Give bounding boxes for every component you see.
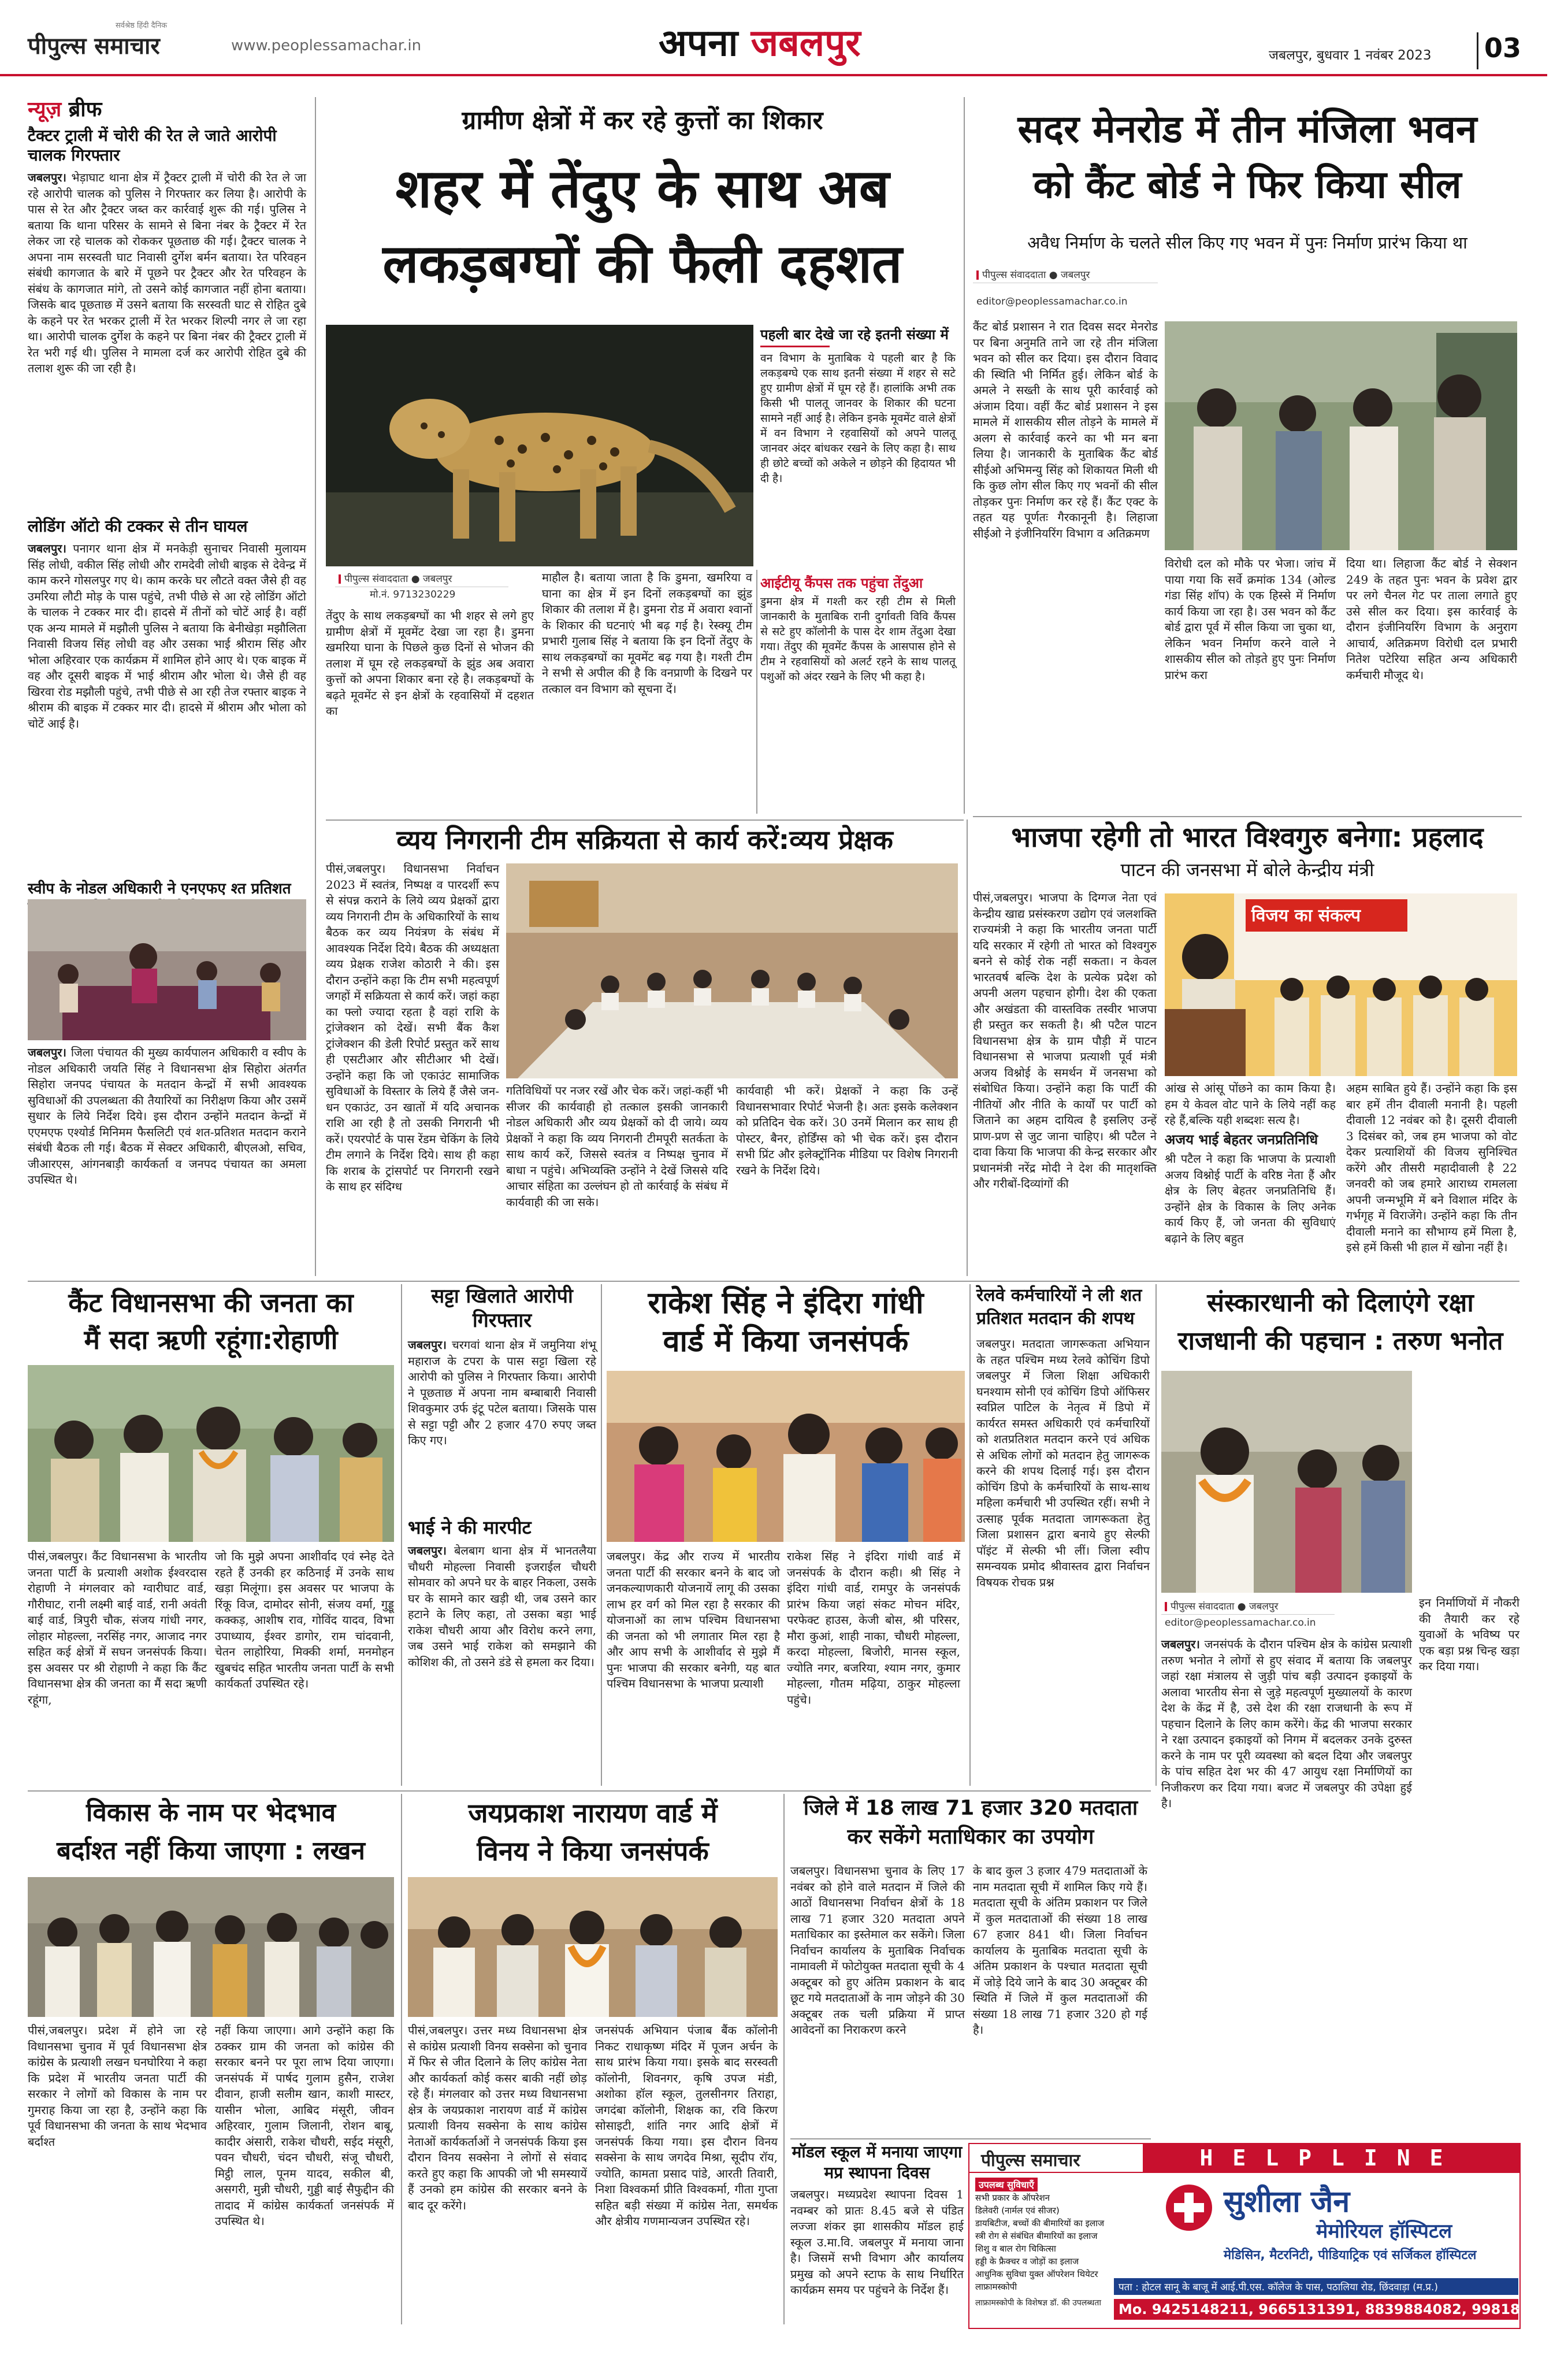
col-rule [401,1284,402,1786]
col-rule [1155,1284,1157,1786]
jayprakash-headline-1: जयप्रकाश नारायण वार्ड में [468,1797,718,1829]
sadar-headline-1: सदर मेनरोड में तीन मंजिला भवन [1017,107,1477,151]
maarpeet-text: बेलबाग थाना क्षेत्र में भानतलैया चौधरी मोहल्ला निवासी इजराईल चौधरी सोमवार को अपने घर के बाहर निकला, उसके घर के सामने कार खड़ी थी, जब उसने कार हटाने के लिए कहा, तो उसका बड़ा भाई राकेश चौधरी आया और विरोध करने लगा, जब उसने भाई राकेश को समझाने की कोशिश की, तो उसने डंडे से हमला कर दिया। [408,1544,596,1669]
satta-story [408,1284,596,1786]
hospital-subtitle: मेडिसिन, मैटरनिटी, पीडियाट्रिक एवं सर्जिकल हॉस्पिटल [1224,2248,1477,2263]
tarun-headline-1: संस्कारधानी को दिलाएंगे रक्षा [1207,1288,1474,1318]
brief-label [28,97,306,123]
sadar-col-2: विरोधी दल को मौके पर भेजा। जांच में पाया गया कि सर्वे क्रमांक 134 (ओल्ड गंडा सिंह शॉप) के एक हिस्से में निर्माण कार्य किया जा रहा है। उस भवन को कैंट बोर्ड द्वारा पूर्व में सील किया जा चुका था, लेकिन भवन निर्माण करने वाले ने शासकीय सील को तोड़ते हुए पुनः निर्माण प्रारंभ करा [1165,557,1336,682]
lakhan-headline [28,1794,394,1872]
hospital-cross-icon [1166,2185,1212,2231]
paper-logo [28,30,160,59]
lakhan-photo [28,1877,394,2017]
brief-label-a: न्यूज़ [28,98,69,121]
vyay-col-2: गतिविधियों पर नजर रखें और चेक करें। जहां-कहीं भी सीजर की कार्यवाही हो तत्काल इसकी जानकारी नोडल अधिकारी और व्यय प्रेक्षकों को दी जाये। व्यय प्रेक्षकों ने कहा कि व्यय निगरानी टीमपूरी सतर्कता के साथ कार्य करें, जिससे स्वतंत्र व निष्पक्ष चुनाव में बाधा न पहुंचे। अभिव्यक्ति उन्होंने ने देखें जिससे यदि आचार संहिता का उल्लंघन हो तो कार्रवाई के संबंध में कार्यवाही की जा सके। [506,1084,728,1209]
col-rule [315,97,316,1276]
hospital-tag: मेमोरियल हॉस्पिटल [1316,2220,1452,2243]
lakhan-headline-1: विकास के नाम पर भेदभाव [86,1798,336,1827]
sadar-subhead [973,231,1522,255]
bjp-subhead-text: पाटन की जनसभा में बोले केन्द्रीय मंत्री [1120,859,1374,881]
sadar-headline [973,102,1522,229]
lakhan-col-2: नहीं किया जाएगा। आगे उन्होंने कहा कि ठक्कर ग्राम की जनता को कांग्रेस की सरकार बनने पर पूरा लाभ दिया जाएगा। जनसंपर्क में पार्षद गुलाम हुसैन, राजेश दीवान, हाजी सलीम खान, काशी मास्टर, यासीन भोला, आबिद मंसूरी, जीवन अहिरवार, गुलाम जिलानी, रोशन बाबू, कादीर अंसारी, राकेश चौधरी, सईद मंसूरी, पवन चौधरी, चंदन चौधरी, संजू चौधरी, मिट्ठी लाल, पूनम यादव, सकील बी, असगरी, मुन्नी चौधरी, गुड्डी बाई सैफुद्दीन की तादाद में कांग्रेस कार्यकर्ता जनसंपर्क में उपस्थित थे। [215,2023,394,2228]
tarun-credit-text: पीपुल्स संवाददाता ● जबलपुर [1171,1601,1279,1612]
bjp-rally-photo [1165,893,1517,1076]
dateline: जबलपुर, बुधवार 1 नवंबर 2023 [1269,48,1432,63]
sadar-headline-2: को कैंट बोर्ड ने फिर किया सील [1033,162,1462,207]
sadar-credit [973,266,1158,283]
helpline-ad [968,2143,1568,2329]
ad-service-4: स्त्री रोग से संबंधित बीमारियों का इलाज [975,2231,1098,2241]
hyena-kicker-text: ग्रामीण क्षेत्रों में कर रहे कुत्तों का शिकार [462,106,823,135]
helpline-text: HELPLINE [1199,2145,1463,2171]
col-rule [969,1284,971,1786]
matdata-col-1: जबलपुर। विधानसभा चुनाव के लिए 17 नवंबर को होने वाले मतदान में जिले की आठों विधानसभा निर्वाचन क्षेत्रों के 18 लाख 71 हजार 320 मतदाता अपने मताधिकार का इस्तेमाल कर सकेंगे। जिला निर्वाचन कार्यालय के मुताबिक निर्वाचक नामावली में फोटोयुक्त मतदाता सूची के 4 अक्टूबर को हुए अंतिम प्रकाशन के बाद छूट गये मतदाताओं के नाम जोड़ने की 30 अक्टूबर तक चली प्रक्रिया में प्राप्त आवेदनों का निराकरण करने [790,1864,965,2037]
rakesh-col-2: राकेश सिंह ने इंदिरा गांधी वार्ड में जनसंपर्क के दौरान कही। श्री सिंह ने इंदिरा गांधी वार्ड, रामपुर के जनसंपर्क प्रारंभ किया जहां संकट मोचन मंदिर, परफेक्ट हाउस, केजी बोस, श्री परिसर, मौरा कुआं, शाही नाका, चौधरी मोहल्ला, करदा मोहल्ला, बिजोरी, मानस स्कूल, ज्योति नगर, बजरिया, श्याम नगर, कुमार मोहल्ला, गौतम मढ़िया, ठाकुर मोहल्ला पहुंचे। [787,1549,960,1707]
paper-tag: सर्वश्रेष्ठ हिंदी दैनिक [116,21,168,30]
matdata-headline [790,1794,1151,1856]
brief-1-body: जबलपुर। भेड़ाघाट थाना क्षेत्र में ट्रैक्टर ट्राली में चोरी की रेत ले जा रहे आरोपी चालक को पुलिस ने गिरफ्तार कर लिया है। आरोपी के पास से रेत और ट्रैक्टर जब्त कर कार्रवाई शुरू की गई। पुलिस ने बताया कि थाना परिसर के सामने से बिना नंबर के ट्रैक्टर में रेत लेकर जा रहे चालक को रोककर पूछताछ की गई। ट्रैक्टर चालक ने अपना नाम सरस्वती घाट निवासी दुर्गेश बर्मन बताया। रेत परिवहन संबंधी कागजात के बारे में पूछने पर ट्रैक्टर और रेत परिवहन के संबंध के कागजात मांगे, तो उसने कोई कागजात नहीं होना बताया। जिसके बाद पूछताछ में उसने बताया कि सरस्वती घाट से रोहित दुबे के कहने पर रेत भरकर ट्राली में रेत भरकर शिल्पी नगर ले जा रहा था। आरोपी चालक दुर्गेश के कहने पर बिना नंबर की ट्रैक्टर ट्राली में रेत भरी गई थी। पुलिस ने मामला दर्ज कर आरोपी रोहित दुबे की तलाश शुरू की जा रही है। [28,170,307,375]
tarun-col-side: इन निर्माणियों में नौकरी की तैयारी कर रहे युवाओं के भविष्य पर एक बड़ा प्रश्न चिन्ह खड़ा कर दिया गया। [1419,1596,1519,1673]
rohani-headline-1: कैंट विधानसभा की जनता का [68,1287,354,1318]
ad-service-3: डायबिटीज, बच्चों की बीमारियों का इलाज [975,2218,1105,2228]
tarun-email[interactable]: editor@peoplessamachar.co.in [1165,1617,1316,1629]
ad-service-6: हड्डी के फ्रैक्चर व जोड़ों का इलाज [975,2256,1079,2267]
col-rule [756,570,757,814]
section-rule [28,1281,1519,1282]
hyena-box-2-head: आईटीयू कैंपस तक पहुंचा तेंदुआ [760,575,923,591]
hyena-box-leopard [760,574,956,814]
hospital-phones[interactable]: Mo. 9425148211, 9665131391, 8839884082, 9981818076 [1114,2299,1518,2320]
bjp-banner-text: विजय का संकल्प [1251,906,1361,926]
rakesh-col-1: जबलपुर। केंद्र और राज्य में भारतीय जनता पार्टी की सरकार बनने के बाद जो जनकल्याणकारी योजनायें लागू की उसका लाभ हर वर्ग को मिल रहा है सरकार की योजनाओं का लाभ पश्चिम विधानसभा की जनता को भी लगातार मिल रहा है और आप सभी के आशीर्वाद से मुझे मैं पुनः भाजपा की सरकार बनेगी, यह बात पश्चिम विधानसभा के भाजपा प्रत्याशी [607,1549,780,1690]
ad-header [969,2144,1519,2173]
matdata-headline-text: जिले में 18 लाख 71 हजार 320 मतदाता कर सकेंगे मताधिकार का उपयोग [803,1796,1138,1849]
bjp-col-2-b: श्री पटैल ने कहा कि भाजपा के प्रत्याशी अजय विश्नोई पार्टी के वरिष्ठ नेता हैं और क्षेत्र के लिए बेहतर जनप्रतिनिधि हैं। उन्होंने क्षेत्र के विकास के लिए अनेक कार्य किए हैं, जो जनता की सुविधाएं बढ़ाने के लिए बहुत [1165,1152,1336,1245]
hospital-name: सुशीला जैन [1224,2185,1350,2219]
bjp-subhead [973,858,1522,883]
section-title [659,23,861,64]
satta-text: चरगवां थाना क्षेत्र में जमुनिया शंभू महाराज के टपरा के पास सट्टा खिला रहे आरोपी को पुलिस ने गिरफ्तार किया। आरोपी ने पूछताछ में अपना नाम बम्बाबारी निवासी शिवकुमार उर्फ इंटू पटेल बताया। जिसके पास से सट्टा पट्टी और 2 हजार 470 रुपए जब्त किए गए। [408,1338,596,1447]
tarun-headline-2: राजधानी की पहचान : तरुण भनोत [1177,1326,1503,1356]
hyena-phone: मो.नं. 9713230229 [370,589,456,600]
col-rule [783,1794,785,2324]
col-rule [967,819,968,1276]
section-rule [28,1790,1151,1792]
masthead [0,0,1547,76]
railway-story [976,1284,1150,1786]
section-rule [973,816,1522,817]
brief-2-headline: लोडिंग ऑटो की टक्कर से तीन घायल [28,517,248,536]
ad-services-head: उपलब्ध सुविधाएँ [975,2178,1038,2191]
vyay-meeting-photo [506,863,958,1078]
vyay-headline-text: व्यय निगरानी टीम सक्रियता से कार्य करें:व्यय प्रेक्षक [396,824,893,855]
section-rule [326,819,964,821]
tarun-col-1-text: जनसंपर्क के दौरान पश्चिम क्षेत्र के कांग्रेस प्रत्याशी तरुण भनोत ने लोगों से हुए संवाद में बताया कि जबलपुर जहां रक्षा मंत्रालय से जुड़ी पांच बड़ी उत्पादन इकाइयों के अलावा भारतीय सेना से जुड़े महत्वपूर्ण मुख्यालयों के कारण देश के केंद्र में है, उसे देश की रक्षा राजधानी के रूप में पहचान दिलाने के लिए काम करेंगे। केंद्र की भाजपा सरकार ने रक्षा उत्पादन इकाइयों को निगम में बदलकर उनके दुरुस्त करने के नाम पर पूरी व्यवस्था को बदल दिया और जबलपुर के पांच सहित देश भर की 47 आयुध रक्षा निर्माणियों का निजीकरण कर दिया गया। बजट में जबलपुर की उपेक्षा हुई है। [1161,1637,1412,1810]
sweep-meeting-photo [28,899,306,1040]
col-rule [401,1794,402,2324]
section-title-a: अपना [659,22,751,65]
paper-name: पीपुल्स समाचार [28,32,160,60]
hyena-credit [335,570,508,587]
jayprakash-headline [408,1794,778,1872]
vyay-col-1: पीसं,जबलपुर। विधानसभा निर्वाचन 2023 में स्वतंत्र, निष्पक्ष व पारदर्शी रूप से संपन्न कराने के लिये व्यय प्रेक्षकों द्वारा व्यय निगरानी टीम के अधिकारियों के साथ बैठक कर व्यय नियंत्रण के संबंध में आवश्यक निर्देश दिये। बैठक की अध्यक्षता व्यय प्रेक्षक राजेश कोठारी ने की। इस दौरान उन्होंने कहा कि टीम सभी महत्वपूर्ण जगहों में सक्रियता से कार्य करें। जहां कहा का फ्लो ज्यादा रहता है वहां राशि के ट्रांजेक्शन को देखें। सभी बैंक कैश ट्रांजेक्शन की डेली रिपोर्ट प्रस्तुत करें साथ ही एसटीआर और सीटीआर भी देखें। उन्होंने कहा कि जो एकाउंट सामाजिक सुविधाओं के विस्तार के लिये हैं जैसे जन-धन एकाउंट, उन खातों में यदि अचानक राशि आ रही है तो उसकी निगरानी भी करें। एयरपोर्ट के पास रेंडम चेकिंग के लिये टीम लगाने के निर्देश दिये। साथ ही कहा कि शराब के ट्रांसपोर्ट पर निगरानी रखने के साथ हर संदिग्ध [326,862,499,1193]
section-title-b: जबलपुर [750,22,861,65]
rakesh-photo [607,1371,965,1542]
sadar-subhead-text: अवैध निर्माण के चलते सील किए गए भवन में पुनः निर्माण प्रारंभ किया था [1027,233,1467,253]
satta-body: जबलपुर। चरगवां थाना क्षेत्र में जमुनिया शंभू महाराज के टपरा के पास सट्टा खिला रहे आरोपी को पुलिस ने गिरफ्तार किया। आरोपी ने पूछताछ में अपना नाम बम्बाबारी निवासी शिवकुमार उर्फ इंटू पटेल बताया। जिसके पास से सट्टा पट्टी और 2 हजार 470 रुपए जब्त किए गए। [408,1338,596,1447]
ad-service-2: डिलेवरी (नार्मल एवं सीजर) [975,2205,1060,2216]
ad-service-7: आधुनिक सुविधा युक्त ऑपरेशन थियेटर [975,2269,1098,2279]
brief-3-body: जबलपुर। जिला पंचायत की मुख्य कार्यपालन अधिकारी व स्वीप के नोडल अधिकारी जयति सिंह ने विधानसभा क्षेत्र सिहोरा अंतर्गत सिहोरा जनपद पंचायत के मतदान केन्द्रों में सभी आवश्यक सुविधाओं की उपलब्धता की तैयारियों का निरीक्षण किया और उसमें सुधार के लिये निर्देश दिये। इस दौरान उन्होंने मतदान केन्द्रों में एएमएफ एश्योर्ड मिनिमम फैसलिटी एवं शत-प्रतिशत मतदान कराने संबंधी बैठक ली गई। बैठक में सेक्टर अधिकारी, बीएलओ, सचिव, जीआरएस, आंगनबाड़ी कार्यकर्ता व जनपद पंचायत का अमला उपस्थित थे। [28,1045,306,1186]
brief-3-headline: स्वीप के नोडल अधिकारी ने एनएफए श्त प्रतिशत [28,880,291,898]
sadar-col-3: दिया था। लिहाजा कैंट बोर्ड ने सेक्शन 249 के तहत पुनः भवन के प्रवेश द्वार पर लगे चैनल गेट पर ताला लगाते हुए उसे सील कर दिया। इस कार्रवाई के दौरान इंजीनियरिंग विभाग के अनुराग आचार्य, अतिक्रमण विरोधी दल प्रभारी नितेश पटेरिया सहित अन्य अधिकारी कर्मचारी मौजूद थे। [1346,557,1517,682]
rohani-headline [28,1284,394,1359]
matdata-col-2: के बाद कुल 3 हजार 479 मतदाताओं के नाम मतदाता सूची में शामिल किए गये हैं। मतदाता सूची के अंतिम प्रकाशन पर जिले में कुल मतदाताओं की संख्या 18 लाख 67 हजार 841 थी। जिला निर्वाचन कार्यालय के मुताबिक मतदाता सूची के अंतिम प्रकाशन के पश्चात मतदाता सूची में जोड़े दिये जाने के बाद 30 अक्टूबर की स्थिति में जिले में कुल मतदाताओं की संख्या 18 लाख 71 हजार 320 हो गई है। [973,1864,1147,2037]
section-rule [790,2138,1151,2139]
col-rule [601,1284,602,1786]
ad-service-8: लाफ्रामस्कोपी [975,2282,1017,2292]
hyena-box-1-rule [760,346,830,347]
bjp-col-1: पीसं,जबलपुर। भाजपा के दिग्गज नेता एवं केन्द्रीय खाद्य प्रसंस्करण उद्योग एवं जलशक्ति राज्यमंत्री ने कहा कि भारतीय जनता पार्टी यदि सरकार में रहेगी तो भारत को विश्वगुरु बनने से कोई रोक नहीं सकता। न केवल भारतवर्ष बल्कि देश के प्रत्येक प्रदेश को अपनी अलग पहचान होगी। देश की एकता और अखंडता की वास्तविक तस्वीर भाजपा ही प्रस्तुत कर सकती है। श्री पटैल पाटन विधानसभा क्षेत्र के ग्राम पौड़ी में पाटन विधानसभा से भाजपा प्रत्याशी पूर्व मंत्री अजय विश्नोई के समर्थन में जनसभा को संबोधित किया। उन्होंने कहा कि पार्टी की नीतियों और नीति के कार्यों पर पार्टी को जिताने का अहम दायित्व है इसलिए उन्हें प्राण-प्रण से जुट जाना चाहिए। श्री पटैल ने दावा किया कि भाजपा की केन्द्र सरकार और प्रधानमंत्री नरेंद्र मोदी ने देश की मातृशक्ति और गरीबों-दिव्यांगों की [973,891,1157,1191]
tarun-photo [1161,1371,1412,1593]
vyay-headline [326,823,964,858]
lakhan-headline-2: बर्दाश्त नहीं किया जाएगा : लखन [57,1836,365,1866]
bjp-headline-text: भाजपा रहेगी तो भारत विश्वगुरु बनेगा: प्रहलाद [1011,821,1484,854]
hyena-credit-text: पीपुल्स संवाददाता ● जबलपुर [344,573,452,585]
maarpeet-body: जबलपुर। बेलबाग थाना क्षेत्र में भानतलैया चौधरी मोहल्ला निवासी इजराईल चौधरी सोमवार को अपने घर के बाहर निकला, उसके घर के सामने कार खड़ी थी, जब उसने कार हटाने के लिए कहा, तो उसका बड़ा भाई राकेश चौधरी आया और विरोध करने लगा, जब उसने भाई राकेश को समझाने की कोशिश की, तो उसने डंडे से हमला कर दिया। [408,1544,596,1669]
bjp-col-2-a: आंख से आंसू पोंछने का काम किया है। हम ये केवल वोट पाने के लिये नहीं कह रहे हैं,बल्कि यही शब्दशः सत्य है। [1165,1081,1336,1127]
brief-3-text: जिला पंचायत की मुख्य कार्यपालन अधिकारी व स्वीप के नोडल अधिकारी जयति सिंह ने विधानसभा क्षेत्र सिहोरा अंतर्गत सिहोरा जनपद पंचायत के मतदान केन्द्रों में सभी आवश्यक सुविधाओं की उपलब्धता की तैयारियों का निरीक्षण किया और उसमें सुधार के लिये निर्देश दिये। इस दौरान उन्होंने मतदान केन्द्रों में एएमएफ एश्योर्ड मिनिमम फैसलिटी एवं शत-प्रतिशत मतदान कराने संबंधी बैठक ली गई। बैठक में सेक्टर अधिकारी, बीएलओ, सचिव, जीआरएस, आंगनबाड़ी कार्यकर्ता व जनपद पंचायत का अमला उपस्थित थे। [28,1045,306,1186]
lakhan-col-1: पीसं,जबलपुर। प्रदेश में होने जा रहे विधानसभा चुनाव में पूर्व विधानसभा क्षेत्र कांग्रेस के प्रत्याशी लखन घनघोरिया ने कहा कि प्रदेश में भारतीय जनता पार्टी की सरकार ने लोगों को विकास के नाम पर गुमराह किया जा रहा है, उन्होंने कहा कि पूर्व विधानसभा की जनता के साथ भेदभाव बर्दाश्त [28,2023,207,2149]
hyena-headline-2: लकड़बग्घों की फैली दहशत [382,233,902,295]
sadar-credit-text: पीपुल्स संवाददाता ● जबलपुर [982,269,1090,281]
hyena-box-1-body: वन विभाग के मुताबिक ये पहली बार है कि लकड़बग्घे एक साथ इतनी संख्या में शहर से सटे हुए ग्रामीण क्षेत्रों में घूम रहे हैं। हालांकि अभी तक किसी भी पालतू जानवर के शिकार की घटना सामने नहीं आई है। लेकिन इनके मूवमेंट वाले क्षेत्रों में वन विभाग ने रहवासियों को अपने पालतू जानवर अंदर बांधकर रखने के लिए कहा है। साथ ही छोटे बच्चों को अकेले न छोड़ने की हिदायत भी दी है। [760,352,956,485]
leopard-photo [326,325,753,566]
railway-headline: रेलवे कर्मचारियों ने ली शत प्रतिशत मतदान की शपथ [976,1285,1142,1329]
brief-label-b: ब्रीफ [68,98,102,121]
model-school-body: जबलपुर। मध्यप्रदेश स्थापना दिवस 1 नवम्बर को प्रातः 8.45 बजे से पंडित लज्जा शंकर झा शासकीय मॉडल हाई स्कूल उ.मा.वि. जबलपुर में मनाया जाना है। जिसमें सभी विभाग और कार्यालय प्रमुख को अपने स्टाफ के साथ निर्धारित कार्यक्रम समय पर पहुंचने के निर्देश हैं। [790,2187,964,2297]
railway-body: जबलपुर। मतदाता जागरूकता अभियान के तहत पश्चिम मध्य रेलवे कोचिंग डिपो जबलपुर में जिला शिक्षा अधिकारी घनश्याम सोनी एवं कोचिंग डिपो ऑफिसर स्वप्निल पाटिल के नेतृत्व में डिपो में कार्यरत समस्त अधिकारी एवं कर्मचारियों को शतप्रतिशत मतदान करने एवं अधिक से अधिक लोगों को मतदान हेतु जागरूक करने की शपथ दिलाई गई। इस दौरान कोचिंग डिपो के कर्मचारियों के साथ-साथ महिला कर्मचारी भी उपस्थित रहीं। सभी ने उत्साह पूर्वक मतदाता जागरूकता हेतु जिला प्रशासन द्वारा बनाये हुए सेल्फी पॉइंट में सेल्फी भी लीं। जिला स्वीप समन्वयक प्रमोद श्रीवास्तव द्वारा निर्वाचन विषयक रोचक प्रश्न [976,1337,1150,1589]
brief-2-body: जबलपुर। पनागर थाना क्षेत्र में मनकेड़ी सुनाचर निवासी मुलायम सिंह लोधी, वकील सिंह लोधी और रामदेवी लोधी बाइक से देवेन्द्र में काम करने गोसलपुर गए थे। काम करके घर लौटते वक्त जैसे ही वह उमरिया लौटी मोड़ के पास पहुंचे, तभी पीछे से आ रहे लोडिंग ऑटो के चालक ने टक्कर मार दी। हादसे में तीनों को चोटें आई है। वहीं एक अन्य मामले में मझौली पुलिस ने बताया कि बेनीखेड़ा मझौलिता निवासी विजय सिंह लोधी वह और उसका भाई श्रीराम सिंह और भोला अहिरवार एक कार्यक्रम में शामिल होने आए थे। एक बाइक में वह और दूसरी बाइक में भाई श्रीराम और भोला थे। जैसे ही वह खिरवा रोड मझौली पहुंचे, तभी पीछे से आ रही तेज रफ्तार बाइक ने श्रीराम की बाइक में टक्कर मार दी। हादसे में श्रीराम और भोला को चोटें आई है। [28,542,307,730]
hyena-box-first-time [760,326,956,568]
maarpeet-headline: भाई ने की मारपीट [408,1516,532,1538]
rakesh-headline [607,1284,965,1365]
tarun-credit [1161,1597,1335,1615]
bjp-headline [973,819,1522,856]
jayprakash-col-1: पीसं,जबलपुर। उत्तर मध्य विधानसभा क्षेत्र से कांग्रेस प्रत्याशी विनय सक्सेना को चुनाव में फिर से जीत दिलाने के लिए कांग्रेस नेता और कार्यकर्ता कोई कसर बाकी नहीं छोड़ रहे हैं। मंगलवार को उत्तर मध्य विधानसभा क्षेत्र के जयप्रकाश नारायण वार्ड में कांग्रेस प्रत्याशी विनय सक्सेना के साथ कांग्रेस नेताओं कार्यकर्ताओं ने जनसंपर्क किया इस दौरान विनय सक्सेना ने लोगों से संवाद करते हुए कहा कि आपकी जो भी समस्यायें हैं उनको हम कांग्रेस की सरकार बनने के बाद दूर करेंगे। [408,2023,587,2212]
jayprakash-photo [408,1877,778,2017]
rakesh-headline-1: राकेश सिंह ने इंदिरा गांधी [648,1286,924,1321]
hyena-headline-1: शहर में तेंदुए के साथ अब [395,158,890,220]
col-rule [964,97,965,814]
hospital-address: पता : होटल सानू के बाजू में आई.पी.एस. कॉलेज के पास, पठालिया रोड, छिंदवाड़ा (म.प्र.) [1114,2278,1518,2295]
rakesh-headline-2: वार्ड में किया जनसंपर्क [663,1324,909,1359]
page-number-text: 03 [1484,32,1522,64]
ad-paper-name: पीपुल्स समाचार [981,2150,1080,2171]
rohani-headline-2: मैं सदा ऋणी रहूंगा:रोहाणी [84,1324,338,1355]
rohani-col-2: जो कि मुझे अपना आशीर्वाद एवं स्नेह देते रहते हैं उनकी हर कठिनाई में उनके साथ खड़ा मिलूंगा। इस अवसर पर भाजपा के रिंकू विज, दामोदर सोनी, संजय वर्मा, गुड्डू कक्कड़, आशीष राव, गोविंद यादव, विभा उपाध्याय, ईश्वर डागोर, राम चांदवानी, चेतन लाहोरिया, मिक्की शर्मा, मनमोहन खुबचंद सहित भारतीय जनता पार्टी के सभी कार्यकर्ता उपस्थित रहे। [215,1549,394,1690]
ad-service-5: शिशु व बाल रोग चिकित्सा [975,2243,1056,2254]
sadar-email[interactable]: editor@peoplessamachar.co.in [976,296,1128,307]
bjp-col-3: अहम साबित हुये हैं। उन्होंने कहा कि इस बार हमें तीन दीवाली मनानी है। पहली दीवाली 12 नवंबर को है। दूसरी दीवाली 3 दिसंबर को, जब हम भाजपा को वोट देकर प्रत्याशियों की विजय सुनिश्चित करेंगे और तीसरी महादीवाली है 22 जनवरी को जब हमारे आराध्य रामलला अपनी जन्मभूमि में बने विशाल मंदिर के गर्भगृह में विराजेंगे। उन्होंने कहा कि तीन दीवाली मनाने का सौभाग्य हमें मिला है, इसे हमें किसी भी हाल में खोना नहीं है। [1346,1081,1517,1254]
tarun-col-1: जबलपुर। जनसंपर्क के दौरान पश्चिम क्षेत्र के कांग्रेस प्रत्याशी तरुण भनोत ने लोगों से हुए संवाद में बताया कि जबलपुर जहां रक्षा मंत्रालय से जुड़ी पांच बड़ी उत्पादन इकाइयों के अलावा भारतीय सेना से जुड़े महत्वपूर्ण मुख्यालयों के कारण देश के केंद्र में है, उसे देश की रक्षा राजधानी के रूप में पहचान दिलाने के लिए काम करेंगे। केंद्र की भाजपा सरकार ने रक्षा उत्पादन इकाइयों को निगम में बदलकर उनके दुरुस्त करने के नाम पर पूरी व्यवस्था को बदल दिया और जबलपुर के पांच सहित देश भर की 47 आयुध रक्षा निर्माणियों का निजीकरण कर दिया गया। बजट में जबलपुर की उपेक्षा हुई है। [1161,1637,1412,1810]
rohani-photo [28,1365,394,1542]
hyena-col-1: तेंदुए के साथ लकड़बग्घों का भी शहर से लगे हुए ग्रामीण क्षेत्रों में मूवमेंट देखा जा रहा है। डुमना खमरिया घाना के पिछले कुछ दिनों से भोजन की तलाश में घूम रहे लकड़बग्घों के झुंड अब अवारा कुत्तों को अपना शिकार बना रहे है। लकड़बग्घों के बढ़ते मूवमेंट से इन क्षेत्रों के रहवासियों में दहशत का [326,609,534,718]
rohani-col-1: पीसं,जबलपुर। कैंट विधानसभा के भारतीय जनता पार्टी के प्रत्याशी अशोक ईश्वरदास रोहाणी ने मंगलवार को ग्वारीघाट वार्ड, गौरीघाट, रानी लक्ष्मी बाई वार्ड, रानी अवंती बाई वार्ड, त्रिपुरी चौक, संजय गांधी नगर, लोहार मोहल्ला, नरसिंह नगर, आजाद नगर सहित कई क्षेत्रों में सघन जनसंपर्क किया। इस अवसर पर श्री रोहाणी ने कहा कि कैंट विधानसभा क्षेत्र की जनता का मैं सदा ऋणी रहूंगा, [28,1549,207,1707]
ad-service-1: सभी प्रकार के ऑपरेशन [975,2193,1050,2203]
brief-2-text: पनागर थाना क्षेत्र में मनकेड़ी सुनाचर निवासी मुलायम सिंह लोधी, वकील सिंह लोधी और रामदेवी लोधी बाइक से देवेन्द्र में काम करने गोसलपुर गए थे। काम करके घर लौटते वक्त जैसे ही वह उमरिया लौटी मोड़ के पास पहुंचे, तभी पीछे से आ रहे लोडिंग ऑटो के चालक ने टक्कर मार दी। हादसे में तीनों को चोटें आई है। वहीं एक अन्य मामले में मझौली पुलिस ने बताया कि बेनीखेड़ा मझौलिता निवासी विजय सिंह लोधी वह और उसका भाई श्रीराम सिंह और भोला अहिरवार एक कार्यक्रम में शामिल होने आए थे। एक बाइक में वह और दूसरी बाइक में भाई श्रीराम और भोला थे। जैसे ही वह खिरवा रोड मझौली पहुंचे, तभी पीछे से आ रही तेज रफ्तार बाइक ने श्रीराम की बाइक में टक्कर मार दी। हादसे में श्रीराम और भोला को चोटें आई है। [28,542,307,730]
sadar-seal-photo [1165,321,1517,550]
bjp-subheading: अजय भाई बेहतर जनप्रतिनिधि [1165,1131,1318,1148]
hyena-kicker [329,104,956,139]
hyena-col-2: माहौल है। बताया जाता है कि डुमना, खमरिया व घाना का क्षेत्र में इन दिनों लकड़बग्घों का झुंड शिकार की तलाश में है। डुमना रोड में अवारा श्वानों के शिकार की घटनाएं भी बढ़ गई है। रेस्क्यू टीम प्रभारी गुलाब सिंह ने बताया कि इन दिनों तेंदुए के साथ लकड़बग्घों का मूवमेंट बढ़ गया है। गश्ती टीम ने सभी से अपील की है कि वनप्राणी के दिखने पर तत्काल वन विभाग को सूचना दें। [542,570,752,696]
sadar-col-1: कैंट बोर्ड प्रशासन ने रात दिवस सदर मेनरोड पर बिना अनुमति ताने जा रहे तीन मंजिला भवन को सील कर दिया। इस दौरान विवाद की स्थिति भी निर्मित हुई। लेकिन बोर्ड के अमले ने सख्ती के साथ पूरी कार्रवाई को अंजाम दिया। वहीं कैंट बोर्ड प्रशासन ने इस मामले में शासकीय सील तोड़ने के मामले में अलग से कार्रवाई करने का भी मन बना लिया है। जानकारी के मुताबिक कैंट बोर्ड सीईओ अभिमन्यु सिंह को शिकायत मिली थी कि कुछ लोग सील किए गए भवनों की सील तोड़कर पुनः निर्माण कर रहे हैं। कैंट एक्ट के तहत यह पूर्णतः गैरकानूनी है। लिहाजा सीईओ ने इंजीनियरिंग विभाग व अतिक्रमण [973,320,1158,540]
helpline-banner [1143,2144,1519,2172]
model-school-headline: मॉडल स्कूल में मनाया जाएगा मप्र स्थापना दिवस [792,2142,963,2182]
model-school-story [790,2142,964,2324]
page-number [1477,32,1522,69]
vyay-col-3: कार्यवाही भी करें। प्रेक्षकों ने कहा कि उन्हें विधानसभावार रिपोर्ट भेजनी है। अतः इसके कलेक्शन को प्रतिदिन चेक करें। 30 उनमें मिलान कर साथ ही पोस्टर, बैनर, होर्डिंग्स को भी चेक करें। इस दौरान सभी प्रिंट और इलेक्ट्रॉनिक मीडिया पर विशेष निगरानी रखने के निर्देश दिये। [736,1084,958,1177]
tarun-headline [1161,1284,1519,1365]
hyena-headline [329,151,956,317]
ad-doctor-label: लाफ्रामस्कोपी के विशेषज्ञ डॉ. की उपलब्धता [975,2298,1101,2308]
satta-headline: सट्टा खिलाते आरोपी गिरफ्तार [431,1285,573,1332]
hyena-box-1-head: पहली बार देखे जा रहे इतनी संख्या में [760,327,949,343]
jayprakash-headline-2: विनय ने किया जनसंपर्क [477,1835,709,1867]
bjp-col-2 [1165,1081,1336,1276]
brief-1-headline: टैक्टर ट्राली में चोरी की रेत ले जाते आरोपी चालक गिरफ्तार [28,126,277,165]
cross-h [1174,2203,1204,2212]
paper-url[interactable]: www.peoplessamachar.in [231,37,422,54]
jayprakash-col-2: जनसंपर्क अभियान पंजाब बैंक कॉलोनी निकट राधाकृष्ण मंदिर में पूजन अर्चन के साथ प्रारंभ किया गया। इसके बाद सरस्वती कॉलोनी, शिवनगर, कृषि उपज मंडी, अशोका हॉल स्कूल, तुलसीनगर तिराहा, जगदंबा कॉलोनी, शिक्षक का, रवि किरण सोसाइटी, शांति नगर आदि क्षेत्रों में जनसंपर्क किया गया। इस दौरान विनय सक्सेना के साथ जगदेव मिश्रा, सूदीप रॉय, ज्योति, कामता प्रसाद पांडे, आरती तिवारी, निशा विश्वकर्मा प्रीति विश्वकर्मा, गीता गुप्ता सहित बड़ी संख्या में कांग्रेस नेता, समर्थक और क्षेत्रीय गणमान्यजन उपस्थित रहे। [595,2023,778,2228]
brief-1-text: भेड़ाघाट थाना क्षेत्र में ट्रैक्टर ट्राली में चोरी की रेत ले जा रहे आरोपी चालक को पुलिस ने गिरफ्तार कर लिया है। आरोपी के पास से रेत और ट्रैक्टर जब्त कर कार्रवाई शुरू की गई। पुलिस ने बताया कि थाना परिसर के सामने से बिना नंबर के ट्रैक्टर में रेत लेकर जा रहे चालक को रोककर पूछताछ की गई। ट्रैक्टर चालक ने अपना नाम सरस्वती घाट निवासी दुर्गेश बर्मन बताया। रेत परिवहन संबंधी कागजात के बारे में पूछने पर ट्रैक्टर और रेत परिवहन के संबंध के कागजात मांगे, तो उसने कोई कागजात नहीं होना बताया। जिसके बाद पूछताछ में उसने बताया कि सरस्वती घाट से रोहित दुबे के कहने पर रेत भरकर ट्राली में रेत भरकर शिल्पी नगर ले जा रहा था। आरोपी चालक दुर्गेश के कहने पर बिना नंबर की ट्रैक्टर ट्राली में रेत भरी गई थी। पुलिस ने मामला दर्ज कर आरोपी रोहित दुबे की तलाश शुरू की जा रही है। [28,170,307,375]
hyena-box-2-body: डुमना क्षेत्र में गश्ती कर रही टीम से मिली जानकारी के मुताबिक रानी दुर्गावती विवि कैंपस से सटे हुए कॉलोनी के पास देर शाम तेंदुआ देखा गया। तेंदुए की मूवमेंट कैंपस के आसपास होने से टीम ने रहवासियों को अलर्ट रहने के साथ पालतू पशुओं को अंदर रखने के लिए भी कहा है। [760,595,956,683]
